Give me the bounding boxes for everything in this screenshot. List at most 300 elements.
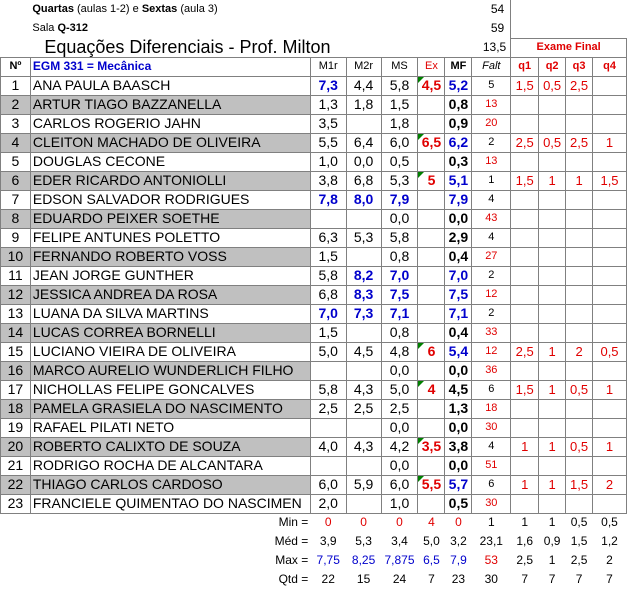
cell-m2r: 0,0 bbox=[346, 152, 381, 171]
cell-m2r: 8,2 bbox=[346, 266, 381, 285]
cell-q2: 1 bbox=[539, 475, 566, 494]
stats-q1: 7 bbox=[521, 572, 529, 586]
cell-q2 bbox=[539, 456, 566, 475]
cell-q3 bbox=[566, 494, 593, 513]
cell-mf: 0,9 bbox=[445, 114, 472, 133]
cell-no: 8 bbox=[1, 209, 31, 228]
cell-q2 bbox=[539, 228, 566, 247]
cell-q2 bbox=[539, 304, 566, 323]
stats-ex: 5,0 bbox=[423, 534, 440, 548]
stats-q4: 0,5 bbox=[593, 513, 627, 532]
cell-m2r: 5,3 bbox=[346, 228, 381, 247]
cell-mf: 0,0 bbox=[445, 418, 472, 437]
cell-q1 bbox=[511, 285, 539, 304]
cell-falt: 33 bbox=[472, 323, 511, 342]
cell-mf: 2,9 bbox=[445, 228, 472, 247]
cell-q1 bbox=[511, 95, 539, 114]
cell-q1: 1,5 bbox=[511, 380, 539, 399]
cell-q4 bbox=[593, 209, 627, 228]
stats-ex: 4 bbox=[418, 513, 445, 532]
cell-m2r bbox=[346, 114, 381, 133]
cell-no: 11 bbox=[1, 266, 31, 285]
cell-name: LUANA DA SILVA MARTINS bbox=[30, 304, 310, 323]
cell-falt: 27 bbox=[472, 247, 511, 266]
cell-q4: 1 bbox=[593, 437, 627, 456]
cell-q4 bbox=[593, 190, 627, 209]
cell-q2 bbox=[539, 361, 566, 380]
col-q3: q3 bbox=[566, 57, 593, 76]
stats-q2: 7 bbox=[548, 572, 556, 586]
header-value-3: 13,5 bbox=[482, 39, 507, 54]
table-row bbox=[1, 418, 627, 437]
stats-q3: 1,5 bbox=[570, 534, 588, 548]
cell-q2: 1 bbox=[539, 437, 566, 456]
cell-no: 7 bbox=[1, 190, 31, 209]
stats-q3: 0,5 bbox=[566, 513, 593, 532]
cell-q4 bbox=[593, 304, 627, 323]
cell-no: 9 bbox=[1, 228, 31, 247]
stats-falt: 30 bbox=[484, 572, 498, 586]
cell-falt: 13 bbox=[472, 95, 511, 114]
cell-q1 bbox=[511, 399, 539, 418]
table-row bbox=[1, 209, 627, 228]
cell-no: 23 bbox=[1, 494, 31, 513]
cell-m2r: 8,0 bbox=[346, 190, 381, 209]
col-q1: q1 bbox=[511, 57, 539, 76]
cell-ex: 4 bbox=[418, 380, 445, 399]
cell-q3 bbox=[566, 209, 593, 228]
cell-q2 bbox=[539, 266, 566, 285]
cell-name: FERNANDO ROBERTO VOSS bbox=[30, 247, 310, 266]
cell-q3 bbox=[566, 95, 593, 114]
cell-q3 bbox=[566, 247, 593, 266]
cell-ms: 5,8 bbox=[381, 228, 418, 247]
cell-q4 bbox=[593, 361, 627, 380]
stats-label: Min = bbox=[278, 515, 309, 530]
cell-name: CLEITON MACHADO DE OLIVEIRA bbox=[30, 133, 310, 152]
cell-mf: 0,0 bbox=[445, 456, 472, 475]
cell-q2 bbox=[539, 323, 566, 342]
cell-name: RAFAEL PILATI NETO bbox=[30, 418, 310, 437]
cell-ex bbox=[418, 304, 445, 323]
cell-name: LUCAS CORREA BORNELLI bbox=[30, 323, 310, 342]
stats-q3: 7 bbox=[575, 572, 583, 586]
cell-m1r: 3,5 bbox=[310, 114, 346, 133]
cell-ms: 0,8 bbox=[381, 247, 418, 266]
table-row bbox=[1, 456, 627, 475]
cell-ms: 0,0 bbox=[381, 456, 418, 475]
cell-name: JESSICA ANDREA DA ROSA bbox=[30, 285, 310, 304]
cell-ex bbox=[418, 285, 445, 304]
cell-q4 bbox=[593, 418, 627, 437]
cell-ex: 5,5 bbox=[418, 475, 445, 494]
table-row bbox=[1, 437, 627, 456]
cell-m1r: 7,8 bbox=[310, 190, 346, 209]
stats-row bbox=[1, 570, 627, 589]
table-row bbox=[1, 323, 627, 342]
cell-q4 bbox=[593, 114, 627, 133]
stats-label: Qtd = bbox=[278, 572, 309, 586]
table-row bbox=[1, 171, 627, 190]
stats-ms: 24 bbox=[392, 572, 407, 586]
cell-q1 bbox=[511, 304, 539, 323]
cell-m1r bbox=[310, 209, 346, 228]
cell-falt: 12 bbox=[472, 342, 511, 361]
cell-q1 bbox=[511, 114, 539, 133]
cell-q4 bbox=[593, 228, 627, 247]
cell-mf: 5,7 bbox=[445, 475, 472, 494]
cell-m2r: 4,3 bbox=[346, 380, 381, 399]
cell-no: 15 bbox=[1, 342, 31, 361]
stats-q3: 2,5 bbox=[570, 553, 588, 567]
cell-q1 bbox=[511, 494, 539, 513]
cell-q1: 1,5 bbox=[511, 171, 539, 190]
cell-mf: 0,0 bbox=[445, 209, 472, 228]
stats-q2: 1 bbox=[539, 513, 566, 532]
cell-no: 6 bbox=[1, 171, 31, 190]
comment-marker-icon bbox=[418, 77, 424, 83]
cell-ex bbox=[418, 399, 445, 418]
cell-mf: 4,5 bbox=[445, 380, 472, 399]
cell-no: 19 bbox=[1, 418, 31, 437]
cell-mf: 7,1 bbox=[445, 304, 472, 323]
cell-q2 bbox=[539, 399, 566, 418]
cell-name: PAMELA GRASIELA DO NASCIMENTO bbox=[30, 399, 310, 418]
cell-ex: 6,5 bbox=[418, 133, 445, 152]
cell-q4: 1 bbox=[593, 133, 627, 152]
cell-q3 bbox=[566, 285, 593, 304]
cell-m1r: 5,0 bbox=[310, 342, 346, 361]
cell-mf: 5,1 bbox=[445, 171, 472, 190]
col-m2r: M2r bbox=[346, 57, 381, 76]
cell-ex bbox=[418, 266, 445, 285]
table-row bbox=[1, 133, 627, 152]
cell-falt: 12 bbox=[472, 285, 511, 304]
cell-q3 bbox=[566, 152, 593, 171]
stats-mf: 7,9 bbox=[450, 553, 467, 567]
cell-ex bbox=[418, 247, 445, 266]
cell-m1r: 1,3 bbox=[310, 95, 346, 114]
stats-q4: 7 bbox=[606, 572, 613, 586]
cell-q1: 1,5 bbox=[511, 76, 539, 95]
table-row bbox=[1, 285, 627, 304]
cell-no: 1 bbox=[1, 76, 31, 95]
cell-q3 bbox=[566, 228, 593, 247]
cell-q4: 1,5 bbox=[593, 171, 627, 190]
stats-mf: 3,2 bbox=[450, 534, 467, 548]
cell-q3: 2,5 bbox=[566, 76, 593, 95]
cell-q1 bbox=[511, 247, 539, 266]
cell-falt: 13 bbox=[472, 152, 511, 171]
cell-q4 bbox=[593, 323, 627, 342]
cell-q2 bbox=[539, 494, 566, 513]
cell-q2 bbox=[539, 152, 566, 171]
stats-m2r: 15 bbox=[356, 572, 371, 586]
comment-marker-icon bbox=[418, 438, 424, 444]
cell-q4 bbox=[593, 399, 627, 418]
cell-q2: 1 bbox=[539, 342, 566, 361]
cell-falt: 4 bbox=[472, 228, 511, 247]
cell-name: MARCO AURELIO WUNDERLICH FILHO bbox=[30, 361, 310, 380]
cell-q4: 2 bbox=[593, 475, 627, 494]
cell-mf: 0,4 bbox=[445, 323, 472, 342]
comment-marker-icon bbox=[418, 172, 424, 178]
cell-no: 16 bbox=[1, 361, 31, 380]
cell-m2r bbox=[346, 456, 381, 475]
cell-name: CARLOS ROGERIO JAHN bbox=[30, 114, 310, 133]
cell-ex: 5 bbox=[418, 171, 445, 190]
cell-m1r: 6,0 bbox=[310, 475, 346, 494]
cell-q4: 0,5 bbox=[593, 342, 627, 361]
col-course: EGM 331 = Mecânica bbox=[30, 57, 310, 76]
cell-m2r bbox=[346, 494, 381, 513]
cell-m1r bbox=[310, 361, 346, 380]
cell-m2r: 5,9 bbox=[346, 475, 381, 494]
cell-q1 bbox=[511, 190, 539, 209]
col-m1r: M1r bbox=[310, 57, 346, 76]
cell-no: 3 bbox=[1, 114, 31, 133]
stats-falt: 23,1 bbox=[479, 534, 503, 548]
cell-name: THIAGO CARLOS CARDOSO bbox=[30, 475, 310, 494]
cell-falt: 51 bbox=[472, 456, 511, 475]
stats-mf: 23 bbox=[451, 572, 466, 586]
cell-q1: 1 bbox=[511, 437, 539, 456]
cell-falt: 18 bbox=[472, 399, 511, 418]
cell-m2r bbox=[346, 418, 381, 437]
cell-ms: 7,0 bbox=[381, 266, 418, 285]
cell-m1r: 3,8 bbox=[310, 171, 346, 190]
cell-ms: 7,1 bbox=[381, 304, 418, 323]
cell-q4 bbox=[593, 76, 627, 95]
cell-name: EDSON SALVADOR RODRIGUES bbox=[30, 190, 310, 209]
cell-ex bbox=[418, 114, 445, 133]
cell-no: 10 bbox=[1, 247, 31, 266]
cell-q2: 1 bbox=[539, 171, 566, 190]
cell-ms: 0,0 bbox=[381, 361, 418, 380]
stats-row bbox=[1, 513, 627, 532]
cell-no: 21 bbox=[1, 456, 31, 475]
stats-m1r: 3,9 bbox=[319, 534, 337, 548]
cell-m2r: 8,3 bbox=[346, 285, 381, 304]
cell-mf: 5,4 bbox=[445, 342, 472, 361]
stats-ex: 6,5 bbox=[423, 553, 440, 567]
col-no: Nº bbox=[1, 57, 31, 76]
stats-m1r: 22 bbox=[321, 572, 335, 586]
cell-ex bbox=[418, 190, 445, 209]
stats-label: Méd = bbox=[274, 534, 309, 548]
cell-m2r: 7,3 bbox=[346, 304, 381, 323]
cell-falt: 2 bbox=[472, 266, 511, 285]
cell-q2 bbox=[539, 209, 566, 228]
cell-ms: 2,5 bbox=[381, 399, 418, 418]
header-value-2: 59 bbox=[490, 21, 505, 35]
cell-name: FRANCIELE QUIMENTAO DO NASCIMEN bbox=[30, 494, 310, 513]
cell-q1 bbox=[511, 361, 539, 380]
cell-q4 bbox=[593, 456, 627, 475]
cell-m1r: 7,3 bbox=[310, 76, 346, 95]
cell-mf: 7,5 bbox=[445, 285, 472, 304]
cell-q2: 0,5 bbox=[539, 76, 566, 95]
stats-m2r: 0 bbox=[346, 513, 381, 532]
cell-no: 17 bbox=[1, 380, 31, 399]
stats-mf: 0 bbox=[445, 513, 472, 532]
cell-ms: 0,0 bbox=[381, 209, 418, 228]
cell-ms: 1,0 bbox=[381, 494, 418, 513]
cell-m1r: 7,0 bbox=[310, 304, 346, 323]
cell-ex: 4,5 bbox=[418, 76, 445, 95]
cell-m2r: 4,3 bbox=[346, 437, 381, 456]
cell-m1r bbox=[310, 456, 346, 475]
cell-mf: 0,3 bbox=[445, 152, 472, 171]
cell-q1 bbox=[511, 323, 539, 342]
cell-q3: 0,5 bbox=[566, 437, 593, 456]
col-mf: MF bbox=[445, 57, 472, 76]
cell-q4 bbox=[593, 95, 627, 114]
table-row bbox=[1, 95, 627, 114]
cell-name: NICHOLLAS FELIPE GONCALVES bbox=[30, 380, 310, 399]
cell-ms: 1,8 bbox=[381, 114, 418, 133]
stats-m2r: 8,25 bbox=[351, 553, 376, 567]
cell-q1: 2,5 bbox=[511, 133, 539, 152]
cell-q4 bbox=[593, 247, 627, 266]
cell-no: 5 bbox=[1, 152, 31, 171]
cell-falt: 43 bbox=[472, 209, 511, 228]
cell-name: ANA PAULA BAASCH bbox=[30, 76, 310, 95]
cell-m2r: 1,8 bbox=[346, 95, 381, 114]
comment-marker-icon bbox=[418, 343, 424, 349]
cell-no: 12 bbox=[1, 285, 31, 304]
cell-mf: 7,0 bbox=[445, 266, 472, 285]
cell-q3 bbox=[566, 114, 593, 133]
cell-q1 bbox=[511, 266, 539, 285]
cell-q4 bbox=[593, 285, 627, 304]
cell-ms: 7,5 bbox=[381, 285, 418, 304]
cell-mf: 0,8 bbox=[445, 95, 472, 114]
cell-q1: 1 bbox=[511, 475, 539, 494]
cell-q1 bbox=[511, 152, 539, 171]
cell-name: DOUGLAS CECONE bbox=[30, 152, 310, 171]
stats-ms: 0 bbox=[381, 513, 418, 532]
cell-q4: 1 bbox=[593, 380, 627, 399]
stats-q4: 2 bbox=[606, 553, 613, 567]
cell-ms: 6,0 bbox=[381, 133, 418, 152]
cell-m2r: 6,8 bbox=[346, 171, 381, 190]
comment-marker-icon bbox=[418, 476, 424, 482]
stats-ex: 7 bbox=[428, 572, 435, 586]
cell-q2 bbox=[539, 114, 566, 133]
cell-q4 bbox=[593, 494, 627, 513]
cell-q3 bbox=[566, 304, 593, 323]
cell-falt: 1 bbox=[472, 171, 511, 190]
cell-no: 20 bbox=[1, 437, 31, 456]
cell-m1r bbox=[310, 418, 346, 437]
stats-m2r: 5,3 bbox=[355, 534, 372, 548]
cell-name: ROBERTO CALIXTO DE SOUZA bbox=[30, 437, 310, 456]
cell-q1: 2,5 bbox=[511, 342, 539, 361]
cell-no: 14 bbox=[1, 323, 31, 342]
cell-m1r: 1,5 bbox=[310, 323, 346, 342]
cell-ms: 5,3 bbox=[381, 171, 418, 190]
cell-no: 4 bbox=[1, 133, 31, 152]
cell-ex: 3,5 bbox=[418, 437, 445, 456]
cell-q4 bbox=[593, 152, 627, 171]
cell-falt: 6 bbox=[472, 380, 511, 399]
cell-no: 18 bbox=[1, 399, 31, 418]
cell-mf: 7,9 bbox=[445, 190, 472, 209]
cell-q3 bbox=[566, 456, 593, 475]
cell-ms: 0,5 bbox=[381, 152, 418, 171]
cell-q4 bbox=[593, 266, 627, 285]
cell-m1r: 6,8 bbox=[310, 285, 346, 304]
cell-falt: 5 bbox=[472, 76, 511, 95]
table-row bbox=[1, 380, 627, 399]
cell-falt: 20 bbox=[472, 114, 511, 133]
cell-q2 bbox=[539, 95, 566, 114]
cell-mf: 5,2 bbox=[445, 76, 472, 95]
cell-falt: 4 bbox=[472, 437, 511, 456]
page-title: Equações Diferenciais - Prof. Milton bbox=[44, 38, 331, 57]
cell-no: 2 bbox=[1, 95, 31, 114]
stats-row bbox=[1, 532, 627, 551]
cell-m2r: 4,5 bbox=[346, 342, 381, 361]
stats-q1: 1,6 bbox=[516, 534, 534, 548]
cell-no: 13 bbox=[1, 304, 31, 323]
cell-q1 bbox=[511, 228, 539, 247]
cell-q1 bbox=[511, 456, 539, 475]
cell-q3 bbox=[566, 418, 593, 437]
stats-q4: 1,2 bbox=[601, 534, 618, 548]
stats-falt: 53 bbox=[484, 553, 498, 567]
cell-ms: 6,0 bbox=[381, 475, 418, 494]
cell-name: FELIPE ANTUNES POLETTO bbox=[30, 228, 310, 247]
table-row bbox=[1, 475, 627, 494]
cell-m2r: 6,4 bbox=[346, 133, 381, 152]
cell-mf: 0,5 bbox=[445, 494, 472, 513]
cell-ex bbox=[418, 323, 445, 342]
table-row bbox=[1, 494, 627, 513]
cell-ex bbox=[418, 456, 445, 475]
stats-ms: 3,4 bbox=[391, 534, 408, 548]
cell-m2r bbox=[346, 361, 381, 380]
cell-falt: 4 bbox=[472, 190, 511, 209]
cell-m1r: 1,5 bbox=[310, 247, 346, 266]
cell-ms: 4,8 bbox=[381, 342, 418, 361]
cell-q3: 2 bbox=[566, 342, 593, 361]
cell-q3 bbox=[566, 266, 593, 285]
comment-marker-icon bbox=[418, 381, 424, 387]
cell-ex: 6 bbox=[418, 342, 445, 361]
cell-ex bbox=[418, 152, 445, 171]
table-row bbox=[1, 228, 627, 247]
cell-name: JEAN JORGE GUNTHER bbox=[30, 266, 310, 285]
stats-falt: 1 bbox=[472, 513, 511, 532]
cell-m1r: 5,8 bbox=[310, 380, 346, 399]
cell-m1r: 5,5 bbox=[310, 133, 346, 152]
cell-m1r: 6,3 bbox=[310, 228, 346, 247]
cell-ms: 7,9 bbox=[381, 190, 418, 209]
stats-q2: 0,9 bbox=[543, 534, 561, 548]
cell-falt: 2 bbox=[472, 304, 511, 323]
cell-mf: 1,3 bbox=[445, 399, 472, 418]
cell-name: RODRIGO ROCHA DE ALCANTARA bbox=[30, 456, 310, 475]
room-line: Sala Q-312 bbox=[32, 22, 89, 34]
cell-ms: 0,0 bbox=[381, 418, 418, 437]
cell-m2r: 4,4 bbox=[346, 76, 381, 95]
cell-ex bbox=[418, 494, 445, 513]
cell-falt: 2 bbox=[472, 133, 511, 152]
cell-no: 22 bbox=[1, 475, 31, 494]
cell-name: ARTUR TIAGO BAZZANELLA bbox=[30, 95, 310, 114]
